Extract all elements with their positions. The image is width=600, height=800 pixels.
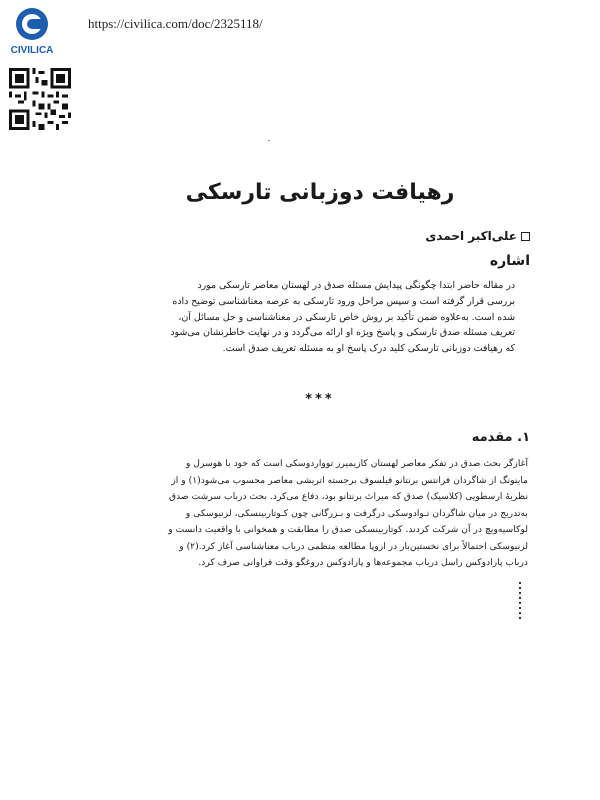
body-line: نظریهٔ ارسطویی (کلاسیک) صدق که میراث برنتانو بود، دفاع می‌کرد. بحث درباب سرشت صدق (168, 491, 528, 502)
abstract-line: که رهیافت دوزبانی تارسکی کلید درک پاسخ او به مسئله تعریف صدق است. (222, 343, 515, 355)
body-line: به‌تدریج در میان شاگردان تـوادوسکی درگرفت و بـزرگانی چون کـوتاربینسکی، لزنیوسکی و (185, 507, 528, 519)
section-separator: *** (305, 392, 335, 407)
abstract-line: شده است. به‌علاوه ضمن تأکید بر روش خاص تارسکی در معناشناسی و حل مسائل آن، (178, 311, 515, 323)
section-heading: ۱. مقدمه (471, 430, 530, 445)
abstract-heading: اشاره (489, 253, 530, 269)
author-name: علی‌اکبر احمدی (425, 229, 517, 243)
margin-dotted-line (519, 582, 521, 620)
scan-mark (268, 140, 270, 141)
introduction-paragraph (118, 456, 528, 572)
body-line: ماینونگ از شاگردان فرانتس برنتانو فیلسوف برجسته اتریشی معاصر محسوب می‌شود(۱) و از (171, 474, 528, 486)
qr-code[interactable] (9, 68, 71, 130)
author-line (110, 229, 530, 243)
abstract-line: بررسی قرار گرفته است و سپس مراحل ورود تارسکی به عرصه معناشناسی توضیح داده (172, 295, 515, 307)
document-url-link[interactable]: https://civilica.com/doc/2325118/ (88, 16, 263, 31)
abstract-line: تعریف مسئله صدق تارسکی و پاسخ ویژه او ارائه می‌گردد و در نهایت خاطرنشان می‌شود (170, 327, 515, 339)
body-line: لزنیوسکی احتمالاً برای نخستین‌بار در اروپا مطالعه منظمی درباب معناشناسی آغاز کرد.(۲) و (179, 540, 528, 552)
logo-text: CIVILICA (10, 45, 54, 56)
author-marker-icon (521, 232, 530, 241)
body-line: درباب پارادوکس راسل درباب مجموعه‌ها و پارادوکس دروغگو وقت فراوانی صرف کرد. (198, 557, 528, 568)
abstract-line: در مقاله حاضر ابتدا چگونگی پیدایش مسئله صدق در لهستان معاصر تارسکی مورد (197, 280, 515, 291)
article-title: رهیافت دوزبانی تارسکی (185, 180, 455, 205)
civilica-logo[interactable] (4, 6, 60, 56)
body-line: لوکاسیه‌ویچ در آن شرکت کردند. کوتاربینسکی صدق را مطابقت و همخوانی با واقعیت دانست و (168, 524, 528, 535)
abstract-paragraph (135, 278, 515, 357)
body-line: آغازگر بحث صدق در تفکر معاصر لهستان کازیمیرز توواردوسکی است که خود با هوسرل و (186, 458, 528, 469)
